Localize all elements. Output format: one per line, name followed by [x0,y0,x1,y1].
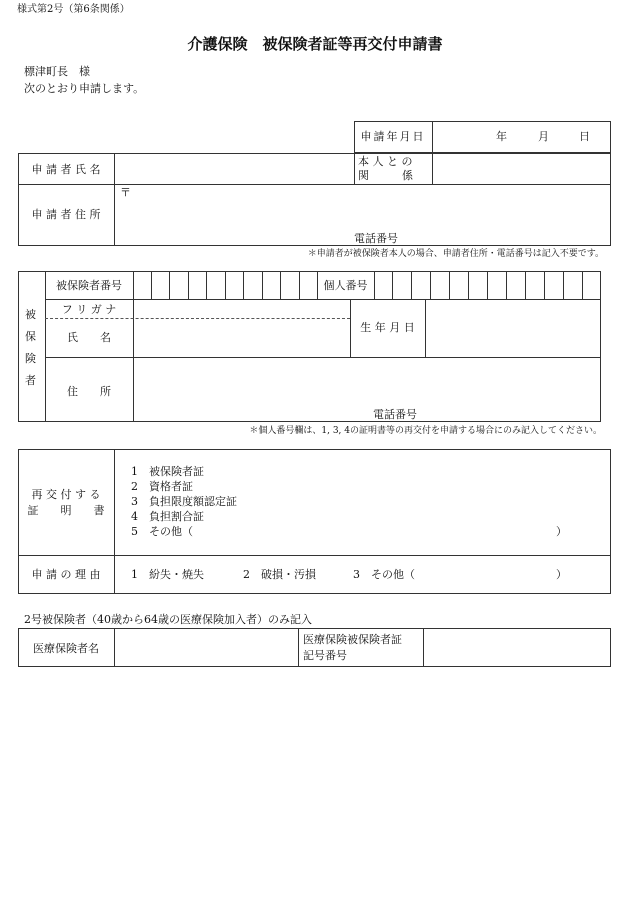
reason-option-lost[interactable]: 1 紛失・焼失 [131,568,204,581]
reissue-item-other[interactable]: 5 その他（ [131,525,193,538]
applicant-address-label: 申 請 者 住 所 [31,208,101,221]
reissue-label-1: 再 交 付 す る [31,488,101,501]
applicant-name-input[interactable] [116,155,352,182]
year-unit: 年 [496,130,507,143]
date-label: 申請年月日 [360,130,426,143]
insured-number-label: 被保険者番号 [56,279,122,292]
intro-text: 次のとおり申請します。 [24,82,145,95]
reason-option-damaged[interactable]: 2 破損・汚損 [243,568,316,581]
reissue-item-qualification-card[interactable]: 2 資格者証 [131,480,193,493]
furigana-label: フ リ ガ ナ [61,303,117,316]
date-year-input[interactable] [434,123,494,151]
insured-name-input[interactable] [135,320,348,355]
insured-number-input[interactable] [134,273,316,297]
insured-phone-label: 電話番号 [373,408,417,421]
relation-label-1: 本 人 と の [358,155,413,168]
postal-mark: 〒 [120,186,131,199]
insured-phone-input[interactable] [424,406,599,421]
insured-note: ＊個人番号欄は、1, 3, 4の証明書等の再交付を申請する場合にのみ記入してください。 [249,426,602,436]
personal-number-label: 個人番号 [323,279,368,292]
reissue-other-input[interactable] [200,524,550,539]
form-code: 様式第2号（第6条関係） [17,4,130,15]
insured-name-label: 氏 名 [67,331,111,344]
applicant-name-label: 申 請 者 氏 名 [31,163,101,176]
birth-date-label: 生 年 月 日 [360,321,415,334]
reason-other-input[interactable] [420,566,552,582]
reissue-close-paren: ） [556,525,567,538]
insurer-name-label: 医療保険者名 [33,642,99,655]
reissue-label-2: 証 明 書 [27,504,105,517]
addressee: 標津町長 様 [24,65,90,78]
reissue-item-burden-ratio-certificate[interactable]: 4 負担割合証 [131,510,204,523]
birth-date-input[interactable] [427,301,599,355]
reissue-item-limit-certificate[interactable]: 3 負担限度額認定証 [131,495,237,508]
date-month-input[interactable] [508,123,538,151]
relation-input[interactable] [434,155,609,182]
applicant-address-input[interactable] [134,187,604,227]
page-title: 介護保険 被保険者証等再交付申請書 [187,35,443,53]
month-unit: 月 [538,130,549,143]
furigana-input[interactable] [135,301,348,317]
side-label-1: 被 [25,308,36,321]
side-label-3: 険 [25,352,36,365]
reason-close-paren: ） [556,568,567,581]
insured-address-input[interactable] [135,359,599,405]
side-label-2: 保 [25,330,36,343]
reason-option-other[interactable]: 3 その他（ [353,568,415,581]
date-day-input[interactable] [550,123,578,151]
side-label-4: 者 [25,374,36,387]
reissue-item-insured-card[interactable]: 1 被保険者証 [131,465,204,478]
insurer-name-input[interactable] [116,630,296,665]
applicant-note: ＊申請者が被保険者本人の場合、申請者住所・電話番号は記入不要です。 [307,249,604,259]
personal-number-input[interactable] [375,273,600,297]
card-number-label-2: 記号番号 [303,649,347,662]
card-number-input[interactable] [425,630,609,665]
day-unit: 日 [579,130,590,143]
reason-label: 申 請 の 理 由 [31,568,101,581]
category2-heading: 2号被保険者（40歳から64歳の医療保険加入者）のみ記入 [24,613,312,626]
insured-address-label: 住 所 [67,385,111,398]
card-number-label-1: 医療保険被保険者証 [303,633,402,646]
relation-label-2: 関 係 [358,169,413,182]
applicant-phone-label: 電話番号 [354,232,398,245]
applicant-phone-input[interactable] [404,230,604,245]
